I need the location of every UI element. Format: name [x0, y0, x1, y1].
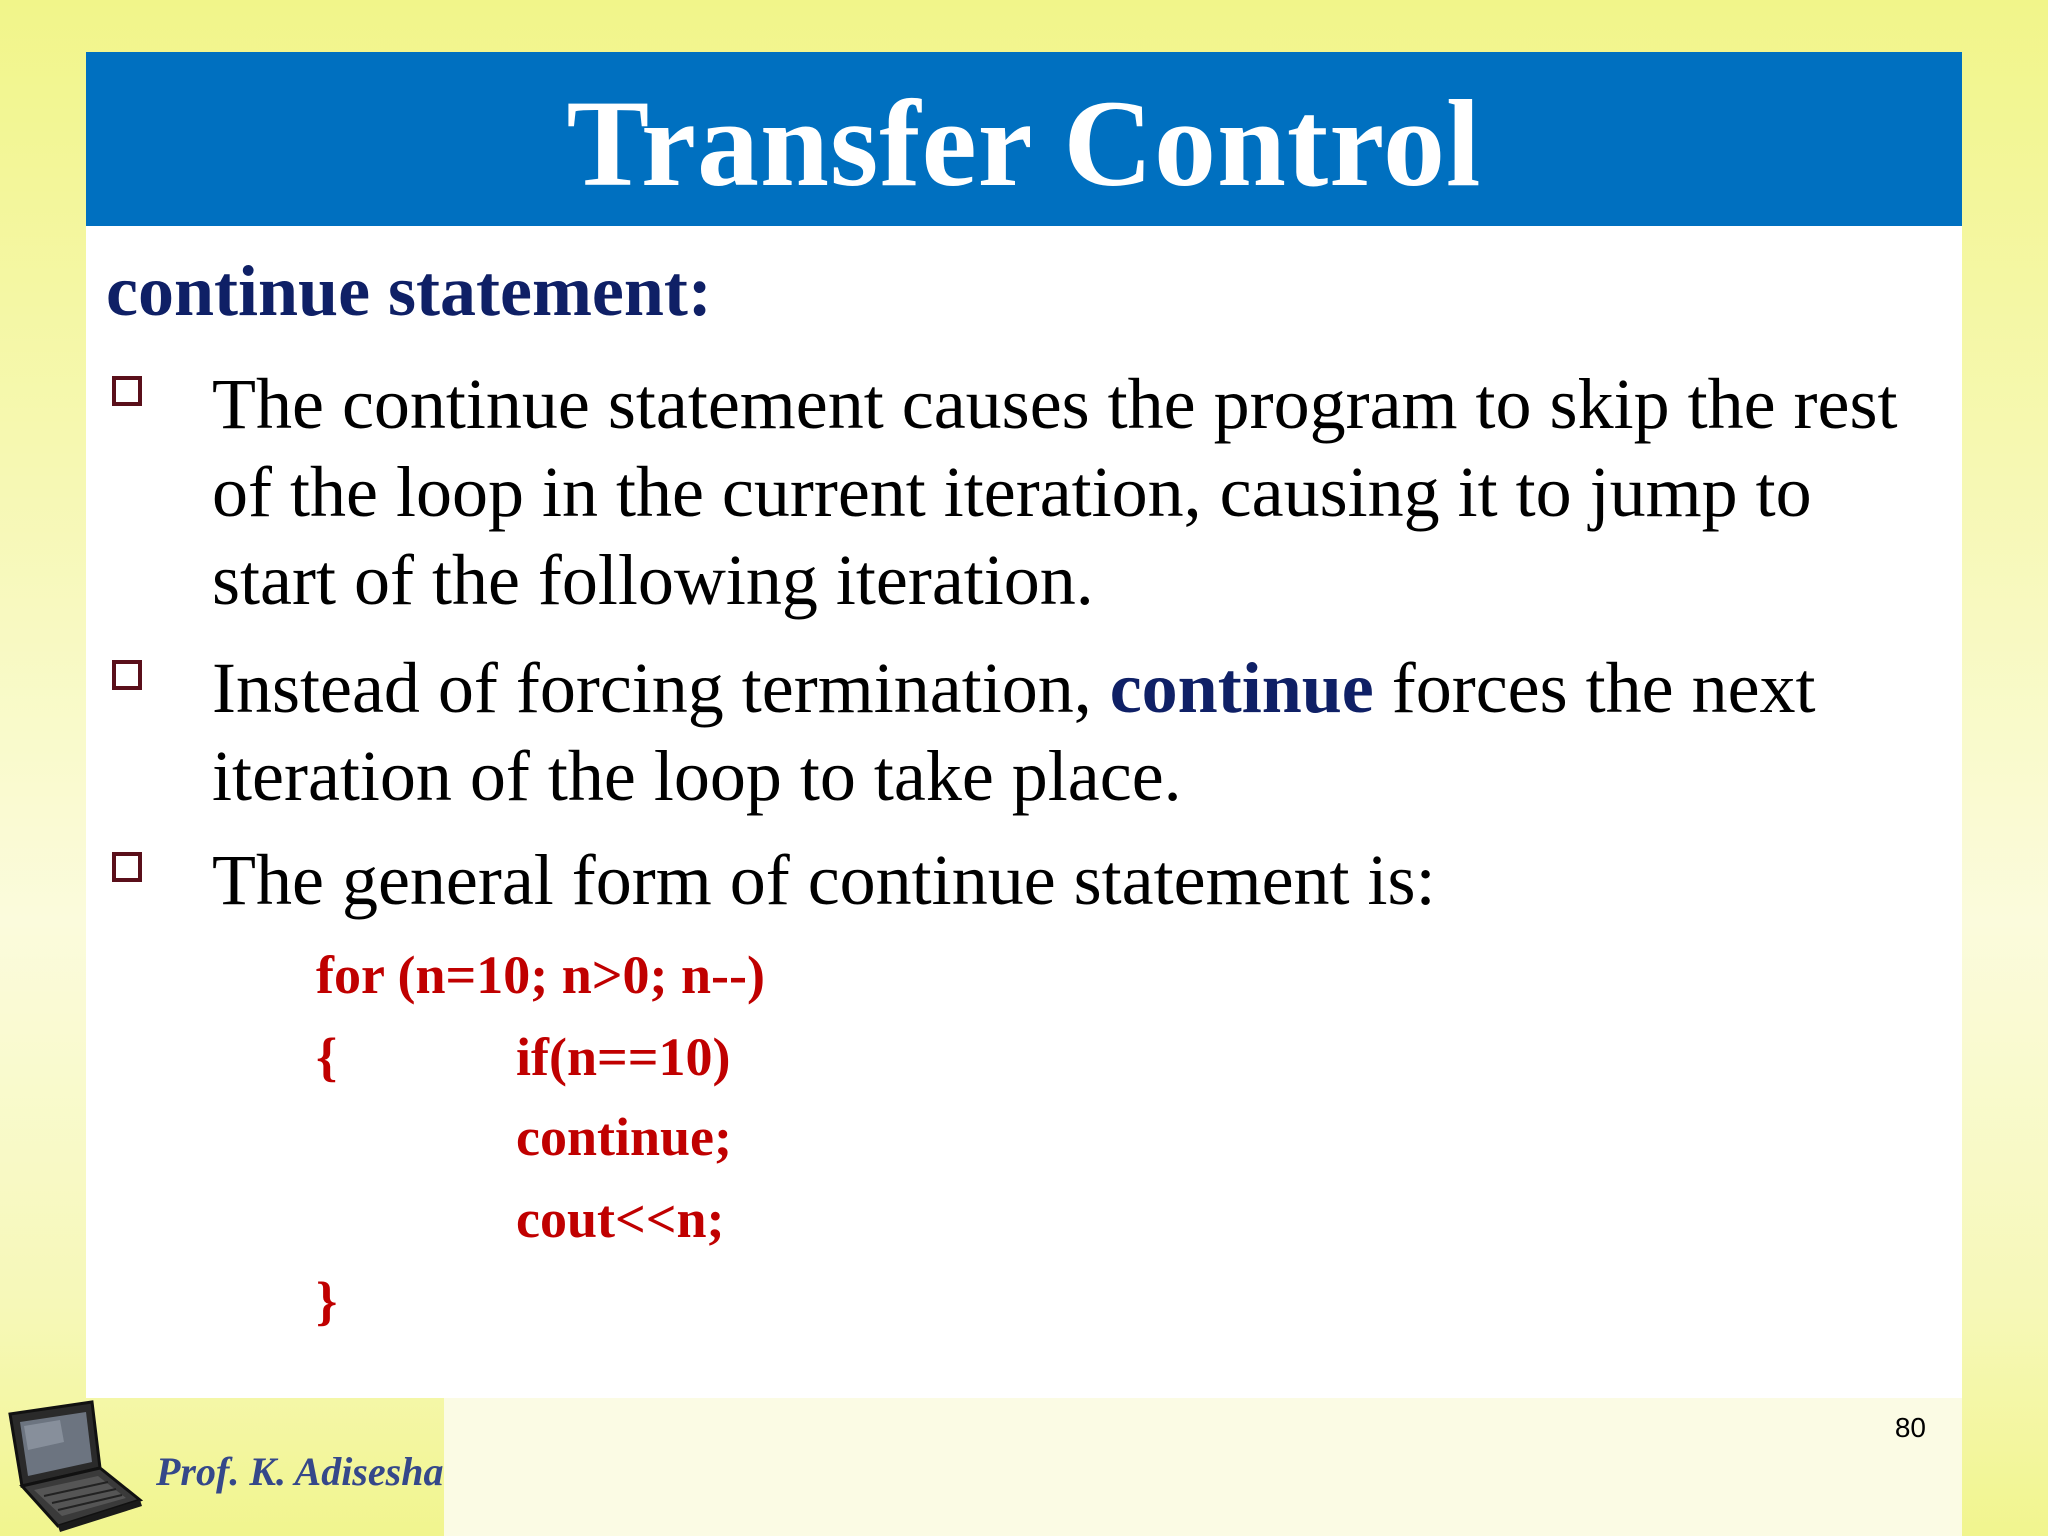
code-line-5: cout<<n;: [516, 1189, 725, 1249]
bullet-3: [212, 836, 1962, 924]
slide-title: Transfer Control: [566, 75, 1482, 212]
footer-strip: [444, 1398, 1962, 1536]
bullet-square-icon: [112, 852, 142, 882]
subheading: continue statement:: [106, 251, 712, 331]
bullet-1-line-3: start of the following iteration.: [212, 540, 1094, 620]
title-bar: [86, 52, 1962, 226]
code-line-4: continue;: [516, 1107, 732, 1167]
bullet-square-icon: [112, 660, 142, 690]
page-number: 80: [1894, 1412, 1926, 1443]
code-line-1: for (n=10; n>0; n--): [316, 945, 766, 1005]
code-line-3: if(n==10): [516, 1027, 731, 1087]
code-line-6: }: [316, 1271, 338, 1331]
bullet-1-line-1: The continue statement causes the program to skip the rest: [212, 364, 1898, 444]
code-line-2: {: [316, 1027, 338, 1087]
bullet-2: [212, 644, 1962, 820]
bullet-2-text-before: Instead of forcing termination,: [212, 648, 1110, 728]
logo-area: [0, 1392, 444, 1536]
bullet-2-text-after: forces the next: [1373, 648, 1816, 728]
bullet-2-line-2: iteration of the loop to take place.: [212, 736, 1182, 816]
bullet-1: [212, 360, 1962, 624]
bullet-2-keyword: continue: [1109, 648, 1374, 728]
bullet-1-line-2: of the loop in the current iteration, causing it to jump to: [212, 452, 1812, 532]
bullet-2-line-1: [212, 644, 1962, 732]
laptop-icon: [0, 1392, 150, 1536]
signature: Prof. K. Adisesha: [156, 1449, 444, 1494]
bullet-3-line-1: The general form of continue statement is:: [212, 840, 1436, 920]
bullet-square-icon: [112, 376, 142, 406]
